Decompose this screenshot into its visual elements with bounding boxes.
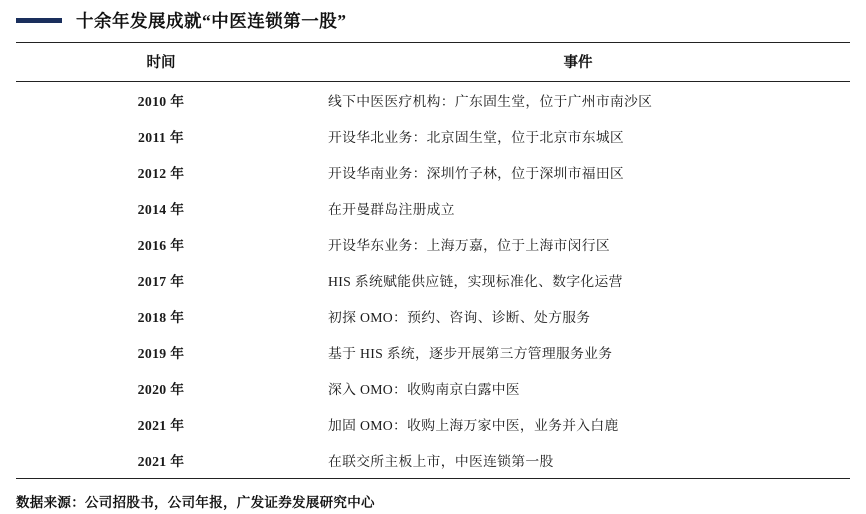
cell-time: 2016 年 xyxy=(137,238,185,253)
title-row xyxy=(16,0,850,40)
timeline-table xyxy=(16,42,850,479)
table-header xyxy=(16,43,850,82)
cell-time: 2019 年 xyxy=(137,346,185,361)
cell-event: 基于 HIS 系统，逐步开展第三方管理服务业务 xyxy=(328,346,613,361)
column-header-time: 时间 xyxy=(16,43,306,82)
table-row xyxy=(16,82,850,119)
table-row xyxy=(16,262,850,298)
cell-time: 2021 年 xyxy=(16,442,306,479)
table-body xyxy=(16,82,850,479)
cell-time: 2012 年 xyxy=(137,166,185,181)
cell-time: 2020 年 xyxy=(137,382,185,397)
cell-time: 2018 年 xyxy=(137,310,185,325)
cell-event: 深入 OMO：收购南京白露中医 xyxy=(328,382,520,397)
cell-event: 开设华南业务：深圳竹子林，位于深圳市福田区 xyxy=(328,166,625,181)
cell-event: 初探 OMO：预约、咨询、诊断、处方服务 xyxy=(328,310,591,325)
cell-time: 2010 年 xyxy=(137,94,185,109)
table-header-row xyxy=(16,43,850,82)
table-row xyxy=(16,154,850,190)
cell-time: 2011 年 xyxy=(138,130,184,145)
table-row xyxy=(16,406,850,442)
table-row xyxy=(16,226,850,262)
source-note: 数据来源：公司招股书，公司年报，广发证券发展研究中心 xyxy=(16,495,375,510)
cell-event: 开设华北业务：北京固生堂，位于北京市东城区 xyxy=(328,130,625,145)
table-row xyxy=(16,442,850,479)
table-row xyxy=(16,370,850,406)
table-row xyxy=(16,298,850,334)
cell-time: 2021 年 xyxy=(137,418,185,433)
cell-event: 开设华东业务：上海万嘉，位于上海市闵行区 xyxy=(328,238,610,253)
table-row xyxy=(16,334,850,370)
cell-event: 在联交所主板上市，中医连锁第一股 xyxy=(306,442,850,479)
cell-event: 线下中医医疗机构：广东固生堂，位于广州市南沙区 xyxy=(328,94,653,109)
cell-event: HIS 系统赋能供应链，实现标准化、数字化运营 xyxy=(328,274,623,289)
title-marker-bar xyxy=(16,18,62,23)
cell-time: 2014 年 xyxy=(137,202,185,217)
table-row xyxy=(16,190,850,226)
page-title: 十余年发展成就“中医连锁第一股” xyxy=(76,10,347,31)
column-header-event: 事件 xyxy=(306,43,850,82)
cell-event: 在开曼群岛注册成立 xyxy=(328,202,455,217)
cell-time: 2017 年 xyxy=(137,274,185,289)
cell-event: 加固 OMO：收购上海万家中医，业务并入白鹿 xyxy=(328,418,619,433)
table-row xyxy=(16,118,850,154)
